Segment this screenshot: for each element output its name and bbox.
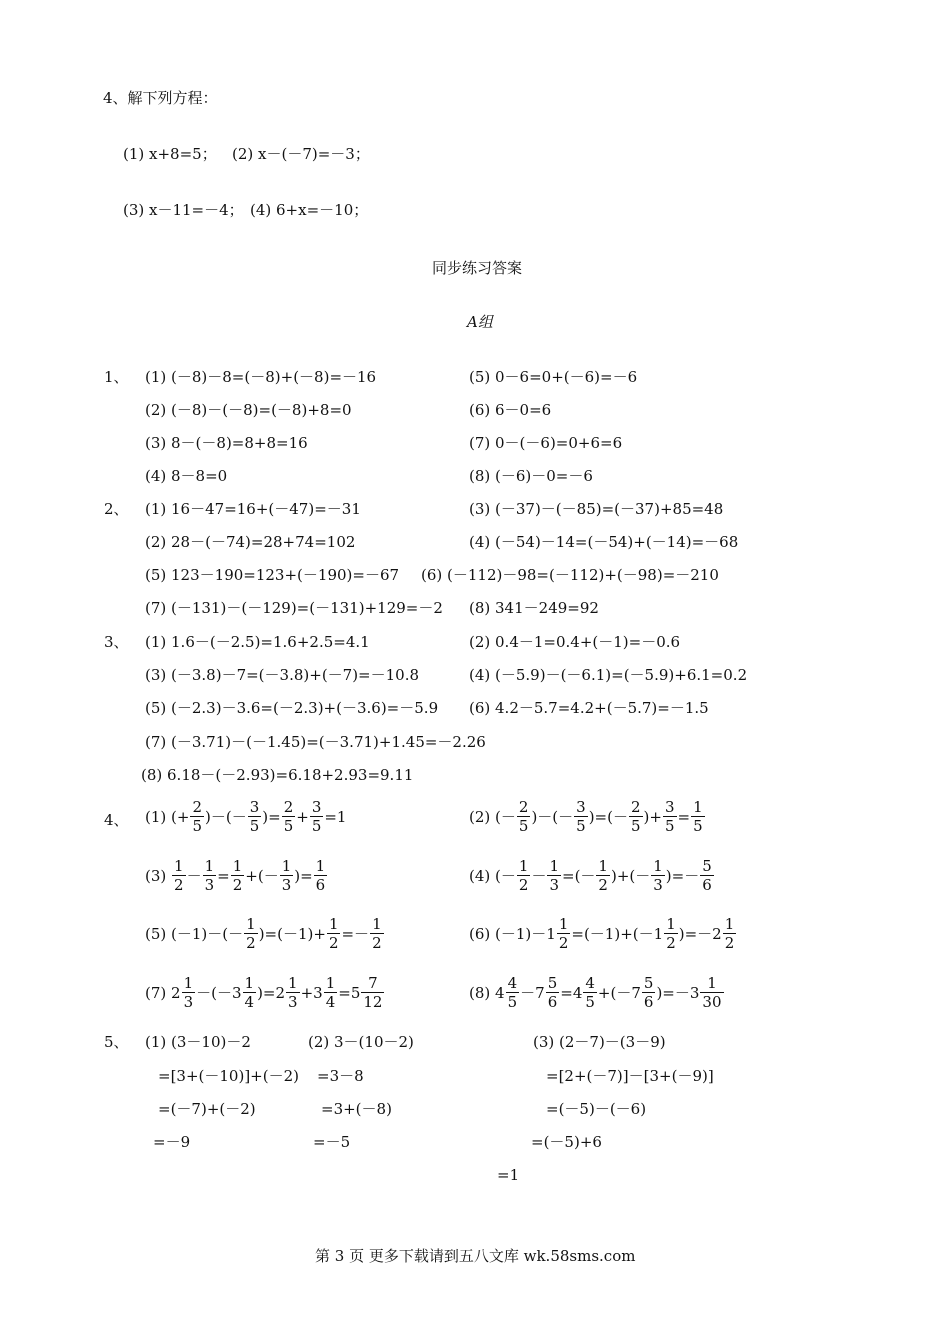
step-line: =[3+(－10)]+(－2) [158, 1067, 299, 1085]
fraction: $\frac{2}{5}$ [283, 798, 294, 835]
fraction: $\frac{1}{5}$ [693, 798, 703, 835]
fraction: $\frac{1}{2}$ [174, 857, 184, 894]
fraction: $\frac{1}{2}$ [598, 857, 608, 894]
fraction: $\frac{1}{2}$ [246, 915, 256, 952]
step-line: (1) (3－10)－2 [145, 1033, 251, 1051]
fraction: $\frac{2}{5}$ [518, 798, 529, 835]
fraction: $\frac{2}{5}$ [192, 798, 202, 835]
fraction: $\frac{3}{5}$ [249, 798, 260, 835]
answer-line: (5) 123－190=123+(－190)=－67 [145, 566, 400, 584]
step-line: (3) (2－7)－(3－9) [533, 1033, 666, 1051]
answer-line: (2) 0.4－1=0.4+(－1)=－0.6 [469, 633, 681, 651]
section-5-number: 5、 [104, 1033, 129, 1051]
fraction: $\frac{1}{2}$ [232, 857, 243, 894]
fraction: $\frac{1}{4}$ [325, 974, 336, 1011]
fraction: $\frac{7}{12}$ [363, 974, 383, 1011]
fraction: $\frac{5}{6}$ [702, 857, 712, 894]
step-line: =(－5)－(－6) [546, 1100, 647, 1118]
step-line: =－5 [313, 1133, 351, 1151]
answer-line: (1) 1.6－(－2.5)=1.6+2.5=4.1 [145, 633, 370, 651]
fraction: $\frac{1}{30}$ [702, 974, 722, 1011]
fraction-answer-5: (5) (－1) －(－ $\frac{1}{2}$ )= (－1) + $\frac{1}{2}$ =－ $\frac{1}{2}$ [145, 915, 382, 952]
step-line: =(－5)+6 [531, 1133, 602, 1151]
fraction-answer-8: (8) 4 $\frac{4}{5}$ － 7 $\frac{5}{6}$ = 4 $\frac{4}{5}$ + (－ 7 $\frac{5}{6}$ )= － 3 $\frac{1}{30}$ [469, 974, 722, 1011]
answer-line: (3) (－37)－(－85)=(－37)+85=48 [469, 500, 724, 518]
fraction: $\frac{1}{2}$ [372, 915, 382, 952]
section-2-number: 2、 [104, 500, 129, 518]
fraction: $\frac{1}{3}$ [281, 857, 292, 894]
step-line: =－9 [153, 1133, 191, 1151]
answer-line: (2) 28－(－74)=28+74=102 [145, 533, 356, 551]
step-line: =1 [497, 1166, 520, 1184]
answer-line: (4) (－5.9)－(－6.1)=(－5.9)+6.1=0.2 [469, 666, 748, 684]
answer-line: (5) 0－6=0+(－6)=－6 [469, 368, 638, 386]
step-line: =[2+(－7)]－[3+(－9)] [546, 1067, 714, 1085]
answer-line: (1) (－8)－8=(－8)+(－8)=－16 [145, 368, 377, 386]
answer-line: (1) 16－47=16+(－47)=－31 [145, 500, 361, 518]
answer-line: (6) (－112)－98=(－112)+(－98)=－210 [421, 566, 719, 584]
fraction-answer-6: (6) (－1) － 1 $\frac{1}{2}$ =(－1)+(－ 1 $\frac{1}{2}$ )= － 2 $\frac{1}{2}$ [469, 915, 735, 952]
section-1-number: 1、 [104, 368, 129, 386]
fraction: $\frac{1}{2}$ [328, 915, 339, 952]
fraction: $\frac{5}{6}$ [643, 974, 654, 1011]
fraction: $\frac{4}{5}$ [585, 974, 595, 1011]
answer-line: (8) 6.18－(－2.93)=6.18+2.93=9.11 [141, 766, 414, 784]
equation-3: (3) x－11=－4； [123, 201, 244, 219]
answer-line: (3) (－3.8)－7=(－3.8)+(－7)=－10.8 [145, 666, 420, 684]
answer-line: (7) 0－(－6)=0+6=6 [469, 434, 623, 452]
fraction: $\frac{1}{3}$ [204, 857, 215, 894]
q4-title: 4、解下列方程： [103, 89, 218, 107]
fraction: $\frac{1}{3}$ [549, 857, 559, 894]
fraction-answer-4: (4) (－ $\frac{1}{2}$ － $\frac{1}{3}$ =(－ $\frac{1}{2}$ )+(－ $\frac{1}{3}$ )= － $\frac{5}{6}$ [469, 857, 712, 894]
answer-line: (8) 341－249=92 [469, 599, 599, 617]
answer-line: (6) 6－0=6 [469, 401, 552, 419]
fraction: $\frac{2}{5}$ [630, 798, 641, 835]
fraction-answer-3: (3) $\frac{1}{2}$ － $\frac{1}{3}$ = $\frac{1}{2}$ + (－ $\frac{1}{3}$ )= $\frac{1}{6}$ [145, 857, 326, 894]
answer-line: (7) (－131)－(－129)=(－131)+129=－2 [145, 599, 443, 617]
fraction: $\frac{3}{5}$ [664, 798, 675, 835]
section-3-number: 3、 [104, 633, 129, 651]
fraction-answer-7: (7) 2 $\frac{1}{3}$ －(－ 3 $\frac{1}{4}$ )= 2 $\frac{1}{3}$ + 3 $\frac{1}{4}$ = 5 $\frac{7}{12}$ [145, 974, 383, 1011]
fraction: $\frac{1}{4}$ [244, 974, 255, 1011]
answers-title: 同步练习答案 [432, 259, 523, 277]
fraction: $\frac{1}{3}$ [653, 857, 663, 894]
answer-line: (4) 8－8=0 [145, 467, 228, 485]
answer-line: (4) (－54)－14=(－54)+(－14)=－68 [469, 533, 739, 551]
fraction: $\frac{1}{3}$ [288, 974, 298, 1011]
answer-line: (8) (－6)－0=－6 [469, 467, 593, 485]
fraction: $\frac{1}{2}$ [666, 915, 676, 952]
fraction: $\frac{1}{2}$ [518, 857, 529, 894]
answer-line: (5) (－2.3)－3.6=(－2.3)+(－3.6)=－5.9 [145, 699, 439, 717]
fraction: $\frac{4}{5}$ [507, 974, 518, 1011]
equation-4: (4) 6+x=－10； [250, 201, 369, 219]
answer-line: (7) (－3.71)－(－1.45)=(－3.71)+1.45=－2.26 [145, 733, 486, 751]
answer-line: (3) 8－(－8)=8+8=16 [145, 434, 308, 452]
answer-line: (6) 4.2－5.7=4.2+(－5.7)=－1.5 [469, 699, 709, 717]
answer-line: (2) (－8)－(－8)=(－8)+8=0 [145, 401, 352, 419]
section-4-number: 4、 [104, 811, 129, 829]
equation-2: (2) x－(－7)=－3； [232, 145, 370, 163]
step-line: (2) 3－(10－2) [308, 1033, 414, 1051]
fraction: $\frac{1}{2}$ [724, 915, 735, 952]
group-label: A组 [467, 313, 493, 331]
fraction: $\frac{1}{2}$ [558, 915, 569, 952]
step-line: =(－7)+(－2) [158, 1100, 256, 1118]
page-footer: 第 3 页 更多下载请到五八文库 wk.58sms.com [315, 1247, 636, 1265]
fraction: $\frac{3}{5}$ [311, 798, 322, 835]
fraction: $\frac{5}{6}$ [547, 974, 558, 1011]
equation-1: (1) x+8=5； [123, 145, 217, 163]
step-line: =3－8 [317, 1067, 364, 1085]
step-line: =3+(－8) [321, 1100, 392, 1118]
fraction: $\frac{3}{5}$ [576, 798, 586, 835]
fraction-answer-2: (2) (－ $\frac{2}{5}$ )－(－ $\frac{3}{5}$ )= (－ $\frac{2}{5}$ )+ $\frac{3}{5}$ = $\frac{1}{5}$ [469, 798, 703, 835]
fraction: $\frac{1}{6}$ [315, 857, 326, 894]
fraction: $\frac{1}{3}$ [183, 974, 194, 1011]
fraction-answer-1: (1) (+ $\frac{2}{5}$ )－(－ $\frac{3}{5}$ )= $\frac{2}{5}$ + $\frac{3}{5}$ =1 [145, 798, 347, 835]
